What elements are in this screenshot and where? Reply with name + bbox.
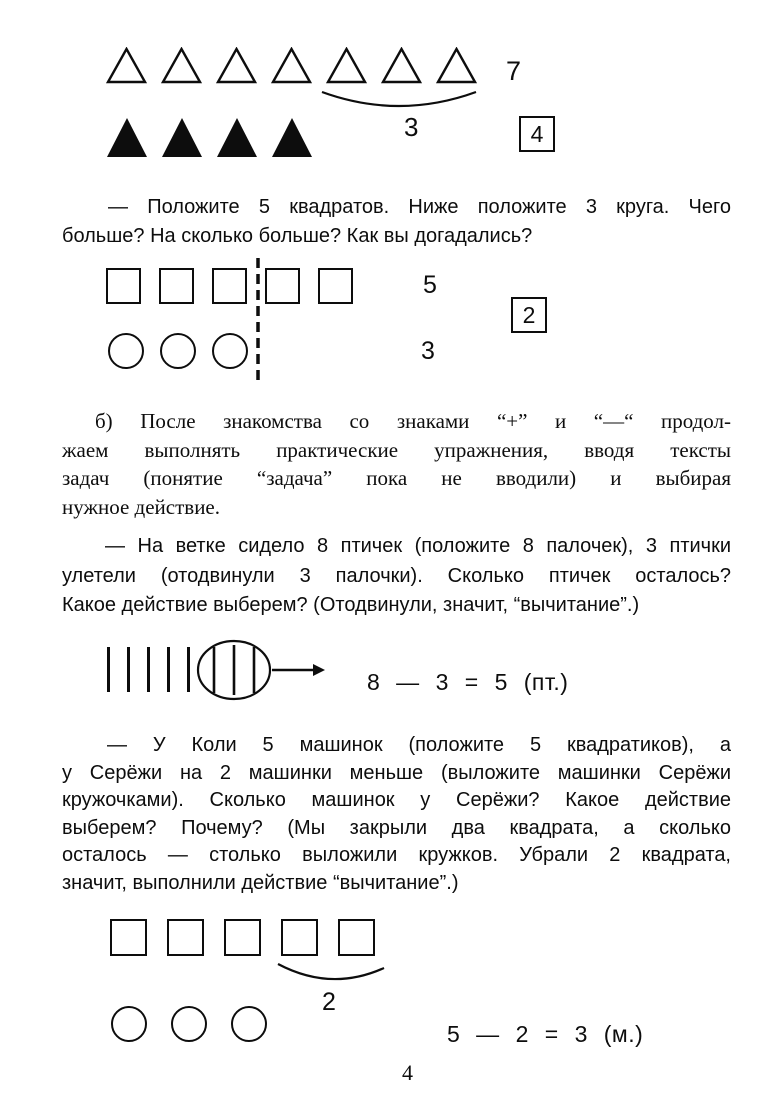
- paragraph-line: б) После знакомства со знаками “+” и “—“ продол-: [95, 409, 731, 433]
- paragraph-line: — У Коли 5 машинок (положите 5 квадратиков), а: [107, 734, 731, 756]
- paragraph-cars-task: [62, 732, 731, 897]
- circle-icon: [231, 1006, 267, 1042]
- circle-icon: [160, 333, 196, 369]
- paragraph-squares-circles: [62, 193, 731, 251]
- square-icon: [212, 268, 247, 304]
- paragraph-line: — На ветке сидело 8 птичек (положите 8 палочек), 3 птички: [105, 535, 731, 557]
- outline-triangle-icon: [161, 47, 202, 84]
- paragraph-line: значит, выполнили действие “вычитание”.): [62, 871, 459, 894]
- stick-icon: [127, 647, 130, 692]
- page-number: 4: [402, 1060, 413, 1085]
- equation-cars: 5 — 2 = 3 (м.): [447, 1021, 644, 1047]
- filled-triangle-icon: [216, 116, 258, 158]
- square-row-bottom: [110, 919, 375, 956]
- outline-triangle-icon: [326, 47, 367, 84]
- paragraph-line: нужное действие.: [62, 494, 221, 519]
- stick-icon: [107, 647, 110, 692]
- filled-triangle-row: [106, 116, 313, 158]
- circle-icon: [171, 1006, 207, 1042]
- paragraph-line: — Положите 5 квадратов. Ниже положите 3 круга. Чего: [108, 196, 731, 218]
- paragraph-line: у Серёжи на 2 машинки меньше (выложите машинки Серёжи: [62, 761, 731, 784]
- brace-arc-icon: [320, 86, 478, 116]
- circle-row: [108, 333, 248, 369]
- square-icon: [281, 919, 318, 956]
- outline-triangle-icon: [271, 47, 312, 84]
- total-count-label: 7: [506, 56, 522, 86]
- square-icon: [159, 268, 194, 304]
- paragraph-line: осталось — столько выложили кружков. Убрали 2 квадрата,: [62, 844, 731, 866]
- outline-triangle-icon: [381, 47, 422, 84]
- outline-triangle-row: [106, 47, 477, 84]
- circle-row-bottom: [111, 1006, 267, 1042]
- squares-count-label: 5: [423, 271, 437, 299]
- equation-birds: 8 — 3 = 5 (пт.): [367, 669, 569, 695]
- circle-icon: [108, 333, 144, 369]
- outline-triangle-icon: [216, 47, 257, 84]
- dotted-divider-line: [254, 258, 262, 382]
- paragraph-line: задач (понятие “задача” пока не вводили) и выбирая: [62, 466, 731, 490]
- square-icon: [167, 919, 204, 956]
- paragraph-line: больше? На сколько больше? Как вы догадались?: [62, 225, 533, 247]
- square-icon: [110, 919, 147, 956]
- circle-icon: [212, 333, 248, 369]
- outline-triangle-icon: [106, 47, 147, 84]
- paragraph-line: улетели (отодвинули 3 палочки). Сколько птичек осталось?: [62, 564, 731, 587]
- paragraph-birds-task: [62, 532, 731, 621]
- arrow-icon: [272, 660, 326, 680]
- stick-icon: [187, 647, 190, 692]
- paragraph-line: Какое действие выберем? (Отодвинули, значит, “вычитание”.): [62, 594, 640, 616]
- stick-icon: [147, 647, 150, 692]
- square-icon: [106, 268, 141, 304]
- square-icon: [338, 919, 375, 956]
- filled-triangle-icon: [161, 116, 203, 158]
- stick-icon: [167, 647, 170, 692]
- outline-triangle-icon: [436, 47, 477, 84]
- answer-box: 2: [511, 297, 547, 333]
- stick-row: [107, 647, 190, 692]
- filled-triangle-icon: [106, 116, 148, 158]
- paragraph-line: жаем выполнять практические упражнения, вводя тексты: [62, 437, 731, 462]
- square-icon: [318, 268, 353, 304]
- paragraph-line: кружочками). Сколько машинок у Серёжи? Какое действие: [62, 789, 731, 811]
- circles-count-label: 3: [421, 337, 435, 365]
- paragraph-line: выберем? Почему? (Мы закрыли два квадрата, а сколько: [62, 816, 731, 839]
- group-count-label: 3: [404, 112, 419, 142]
- brace-arc-icon: [276, 960, 386, 990]
- circle-icon: [111, 1006, 147, 1042]
- square-row: [106, 268, 353, 304]
- group-count-label: 2: [322, 988, 336, 1016]
- group-ellipse-icon: [195, 638, 275, 702]
- paragraph-signs-intro: [62, 407, 731, 521]
- square-icon: [265, 268, 300, 304]
- square-icon: [224, 919, 261, 956]
- answer-box: 4: [519, 116, 555, 152]
- filled-triangle-icon: [271, 116, 313, 158]
